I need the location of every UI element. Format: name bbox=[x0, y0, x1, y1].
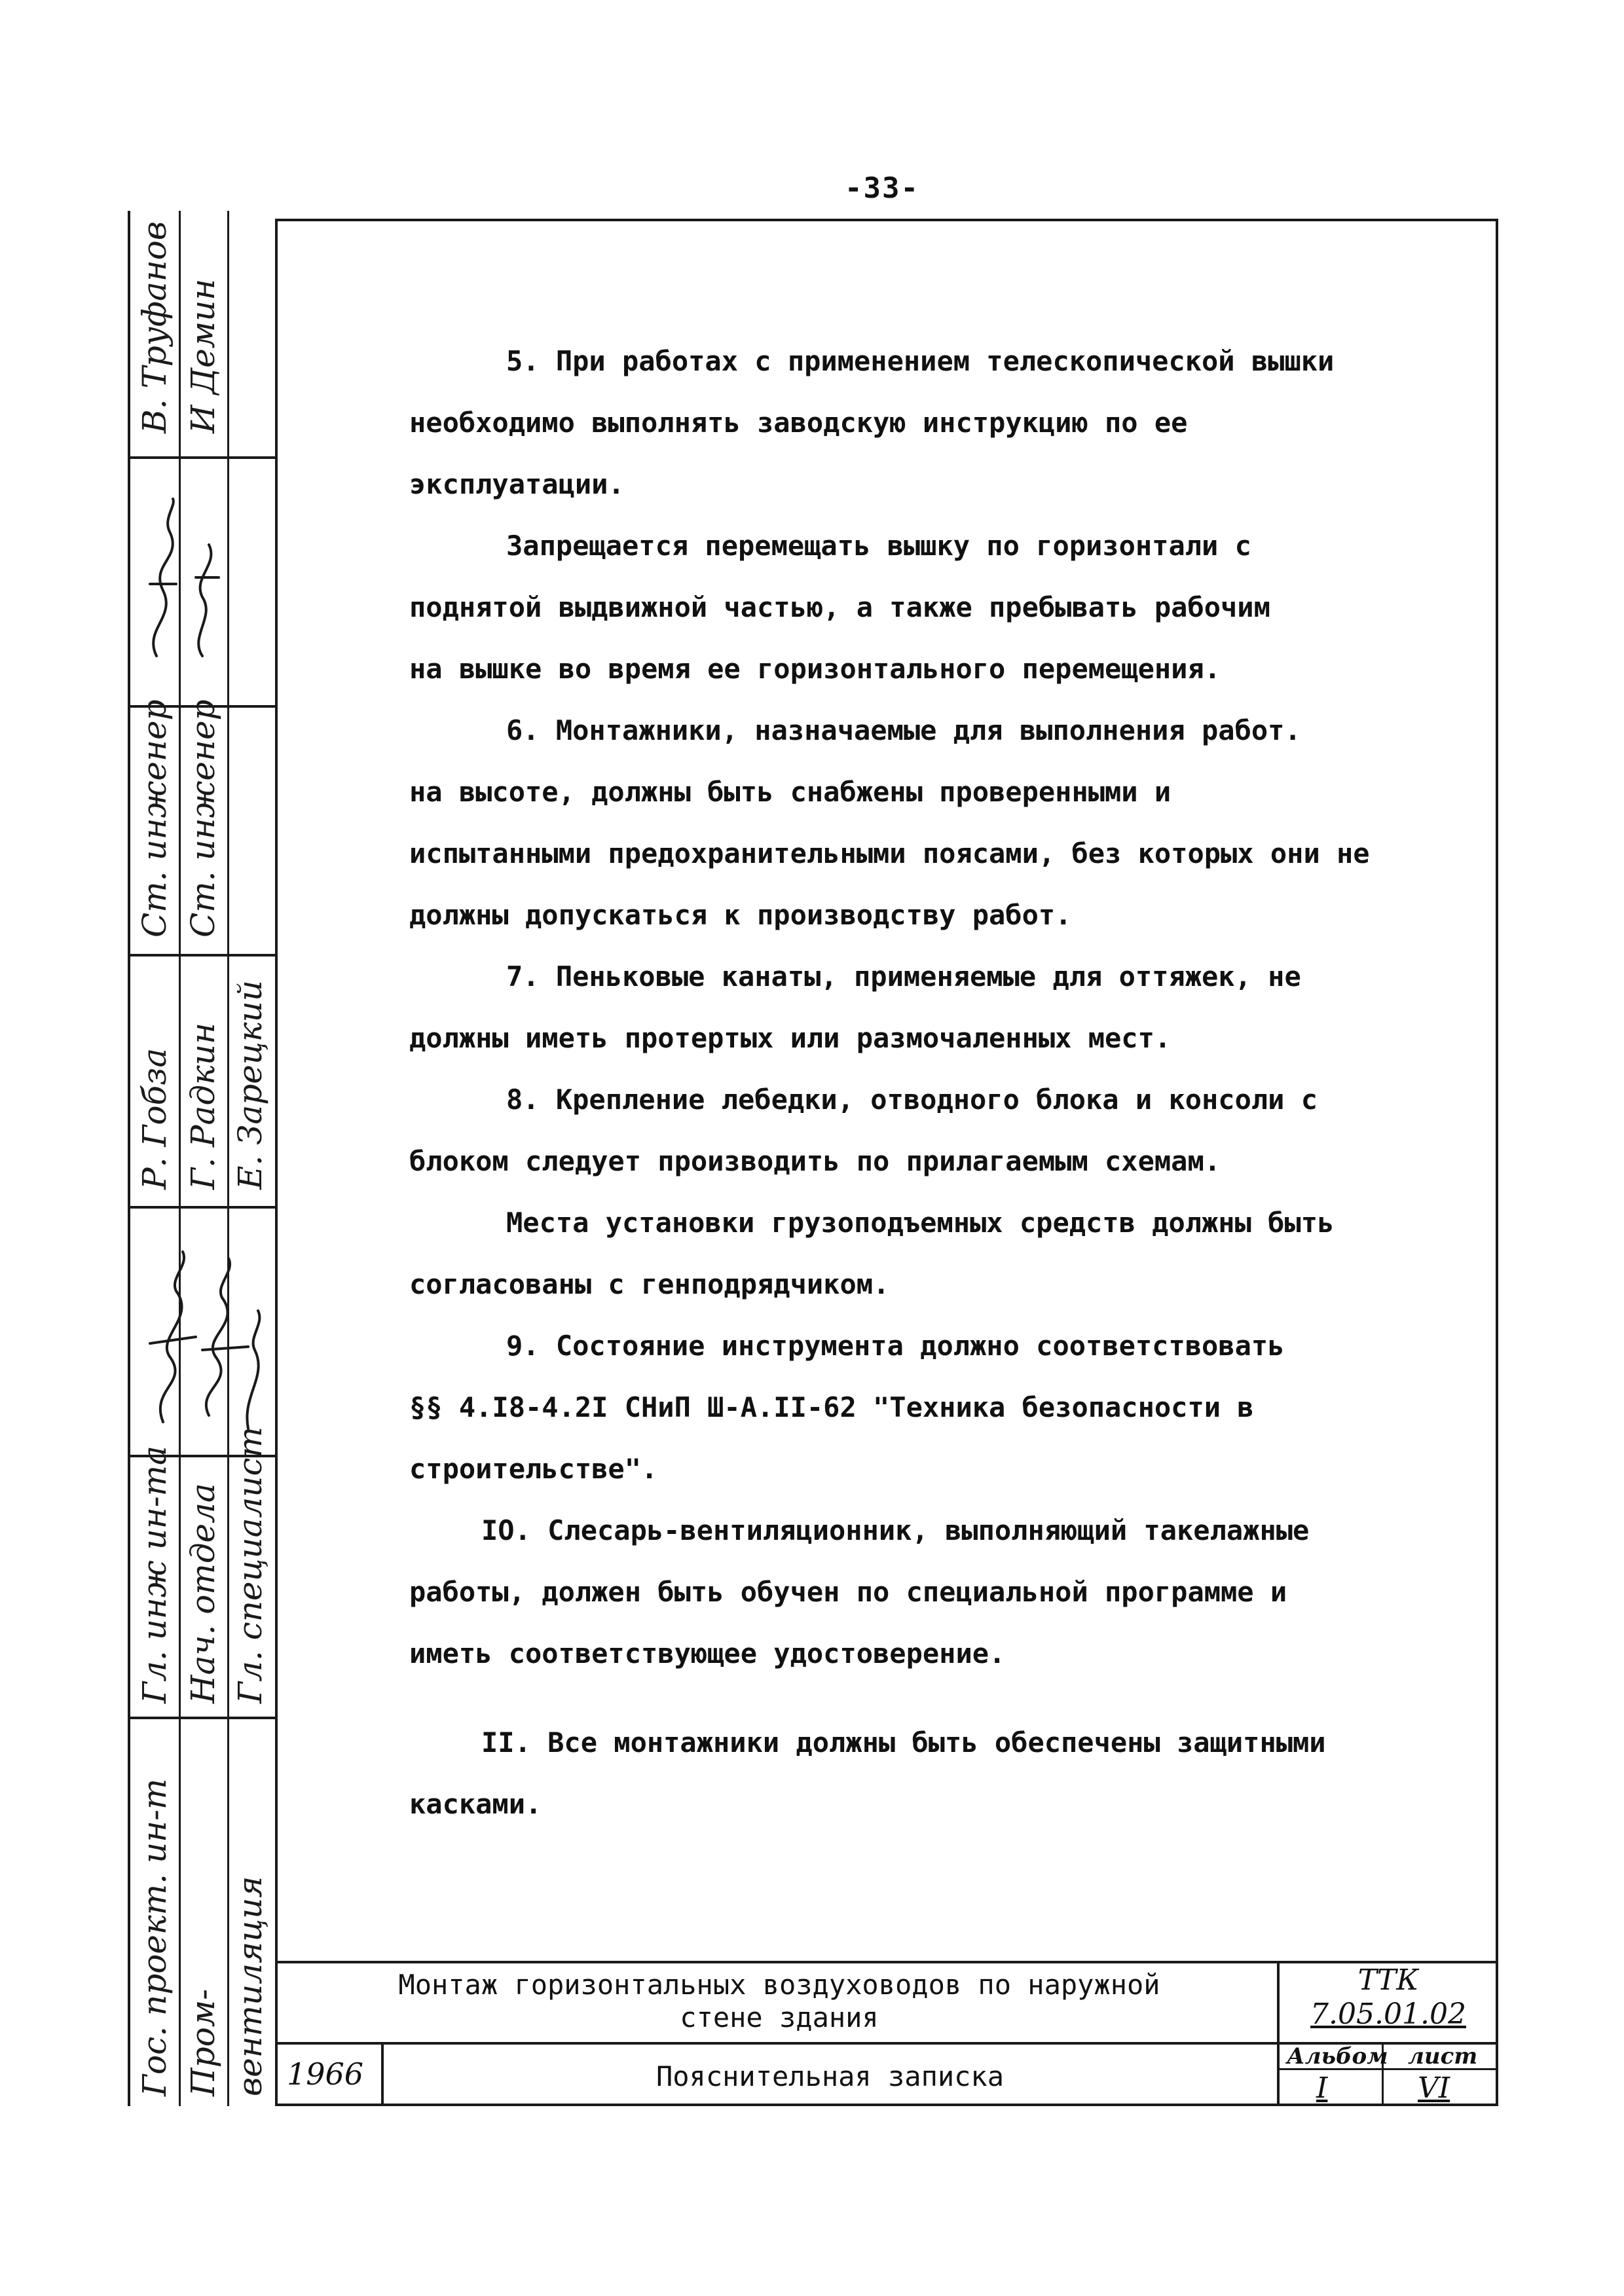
text-line: 9. Состояние инструмента должно соответствовать bbox=[506, 1330, 1285, 1362]
stamp-name-radkin: Г. Радкин bbox=[184, 1022, 222, 1190]
text-line: должны иметь протертых или размочаленных мест. bbox=[409, 1022, 1172, 1054]
stamp-name-zaretsky: Е. Зарецкий bbox=[231, 980, 269, 1190]
sheet-value: VI bbox=[1418, 2071, 1450, 2105]
stamp-name-gobza: Р. Гобза bbox=[136, 1048, 174, 1190]
sheet-label: лист bbox=[1408, 2043, 1478, 2069]
document-year: 1966 bbox=[287, 2056, 364, 2092]
stamp-name-demin: И Демин bbox=[184, 278, 222, 433]
text-line: необходимо выполнять заводскую инструкцию по ее bbox=[409, 407, 1188, 439]
page-number: -33- bbox=[845, 172, 919, 205]
title-block-divider bbox=[381, 2042, 384, 2106]
stamp-row-divider bbox=[130, 1717, 278, 1719]
stamp-role-chief-engineer: Гл. инж ин-та bbox=[136, 1446, 174, 1704]
text-line: 8. Крепление лебедки, отводного блока и консоли с bbox=[506, 1084, 1318, 1116]
stamp-org-institute: Гос. проект. ин-т bbox=[136, 1778, 174, 2096]
stamp-role-head-of-dept: Нач. отдела bbox=[184, 1483, 222, 1704]
paragraph-spacer bbox=[409, 1685, 1490, 1712]
document-body bbox=[409, 331, 1490, 1835]
text-line: IO. Слесарь-вентиляционник, выполняющий такелажные bbox=[481, 1514, 1310, 1546]
text-line: работы, должен быть обучен по специальной программе и bbox=[409, 1576, 1287, 1608]
ttk-label: ТТК bbox=[1357, 1963, 1419, 1997]
stamp-org-ventilation: вентиляция bbox=[231, 1876, 269, 2096]
document-title-line1: Монтаж горизонтальных воздуховодов по наружной bbox=[398, 1969, 1160, 2001]
stamp-name-trufanov: В. Труфанов bbox=[136, 221, 174, 433]
text-line: на вышке во время ее горизонтального перемещения. bbox=[409, 653, 1221, 685]
text-line: II. Все монтажники должны быть обеспечены защитными bbox=[481, 1726, 1326, 1758]
text-line: 5. При работах с применением телескопической вышки bbox=[506, 345, 1335, 377]
text-line: касками. bbox=[409, 1788, 542, 1820]
text-line: согласованы с генподрядчиком. bbox=[409, 1268, 890, 1300]
album-label: Альбом bbox=[1287, 2043, 1388, 2069]
approval-stamp-strip bbox=[128, 211, 275, 2106]
text-line: поднятой выдвижной частью, а также пребывать рабочим bbox=[409, 591, 1270, 623]
text-line: Места установки грузоподъемных средств должны быть bbox=[506, 1207, 1335, 1239]
text-line: строительстве". bbox=[409, 1453, 658, 1485]
signature-image bbox=[137, 486, 229, 685]
signature-image bbox=[137, 1232, 274, 1444]
title-block bbox=[275, 1961, 1498, 2106]
ttk-code: 7.05.01.02 bbox=[1310, 1997, 1466, 2031]
text-line: §§ 4.I8-4.2I СНиП Ш-А.II-62 "Техника безопасности в bbox=[409, 1391, 1254, 1423]
stamp-row-divider bbox=[130, 1206, 278, 1209]
text-line: блоком следует производить по прилагаемым схемам. bbox=[409, 1145, 1221, 1177]
text-line: 7. Пеньковые канаты, применяемые для оттяжек, не bbox=[506, 960, 1301, 993]
ttk-designation bbox=[1283, 1963, 1493, 2032]
text-line: Запрещается перемещать вышку по горизонтали с bbox=[506, 530, 1251, 562]
title-block-divider bbox=[1277, 1963, 1280, 2106]
text-line: испытанными предохранительными поясами, без которых они не bbox=[409, 837, 1370, 869]
stamp-org-prom: Пром- bbox=[184, 1988, 222, 2096]
document-name: Пояснительная записка bbox=[655, 2060, 1004, 2092]
text-line: на высоте, должны быть снабжены проверенными и bbox=[409, 776, 1172, 808]
document-title bbox=[301, 1969, 1257, 2034]
stamp-position-senior-engineer: Ст. инженер bbox=[136, 699, 174, 938]
stamp-position-senior-engineer: Ст. инженер bbox=[184, 699, 222, 938]
stamp-role-chief-specialist: Гл. специалист bbox=[231, 1427, 269, 1704]
text-line: эксплуатации. bbox=[409, 468, 625, 500]
text-line: 6. Монтажники, назначаемые для выполнения работ. bbox=[506, 714, 1301, 746]
stamp-row-divider bbox=[130, 456, 278, 459]
text-line: должны допускаться к производству работ. bbox=[409, 899, 1072, 931]
text-line: иметь соответствующее удостоверение. bbox=[409, 1637, 1006, 1669]
album-value: I bbox=[1316, 2071, 1328, 2105]
document-title-line2: стене здания bbox=[680, 2001, 879, 2033]
stamp-row-divider bbox=[130, 954, 278, 957]
